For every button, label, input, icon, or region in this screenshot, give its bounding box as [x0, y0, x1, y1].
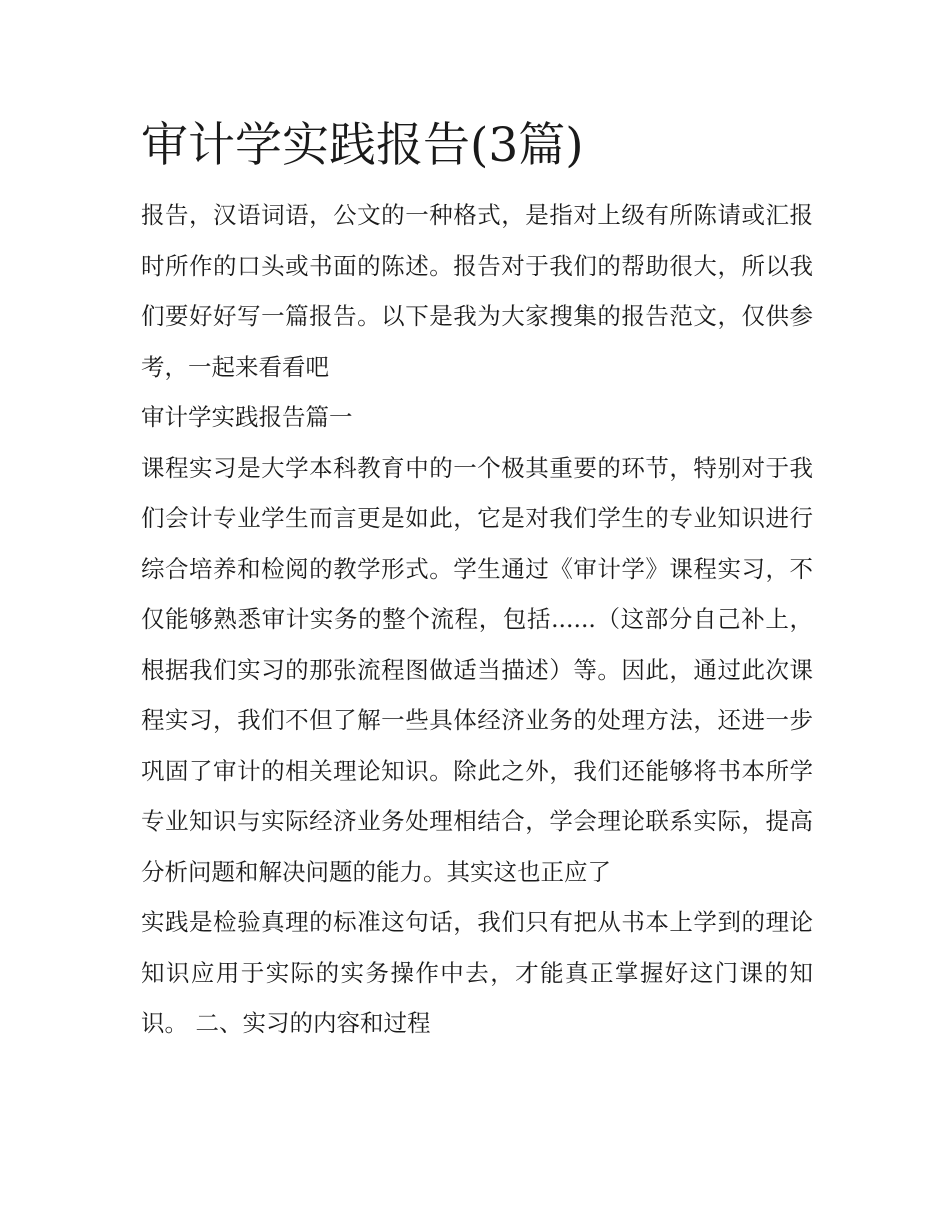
body-paragraph: 实践是检验真理的标准这句话，我们只有把从书本上学到的理论知识应用于实际的实务操作中去，才能真正掌握好这门课的知识。 二、实习的内容和过程 — [141, 908, 813, 1037]
document-title: 审计学实践报告(3篇) — [141, 118, 584, 173]
document-page — [141, 112, 813, 1049]
section-heading: 审计学实践报告篇一 — [141, 403, 353, 431]
intro-paragraph: 报告，汉语词语，公文的一种格式，是指对上级有所陈请或汇报时所作的口头或书面的陈述。报告对于我们的帮助很大，所以我们要好好写一篇报告。以下是我为大家搜集的报告范文，仅供参考，一起来看看吧 — [141, 201, 813, 381]
body-paragraph: 课程实习是大学本科教育中的一个极其重要的环节，特别对于我们会计专业学生而言更是如此，它是对我们学生的专业知识进行综合培养和检阅的教学形式。学生通过《审计学》课程实习，不仅能够熟悉审计实务的整个流程，包括......（这部分自己补上，根据我们实习的那张流程图做适当描述）等。因此，通过此次课程实习，我们不但了解一些具体经济业务的处理方法，还进一步巩固了审计的相关理论知识。除此之外，我们还能够将书本所学专业知识与实际经济业务处理相结合，学会理论联系实际，提高分析问题和解决问题的能力。其实这也正应了 — [141, 453, 813, 886]
